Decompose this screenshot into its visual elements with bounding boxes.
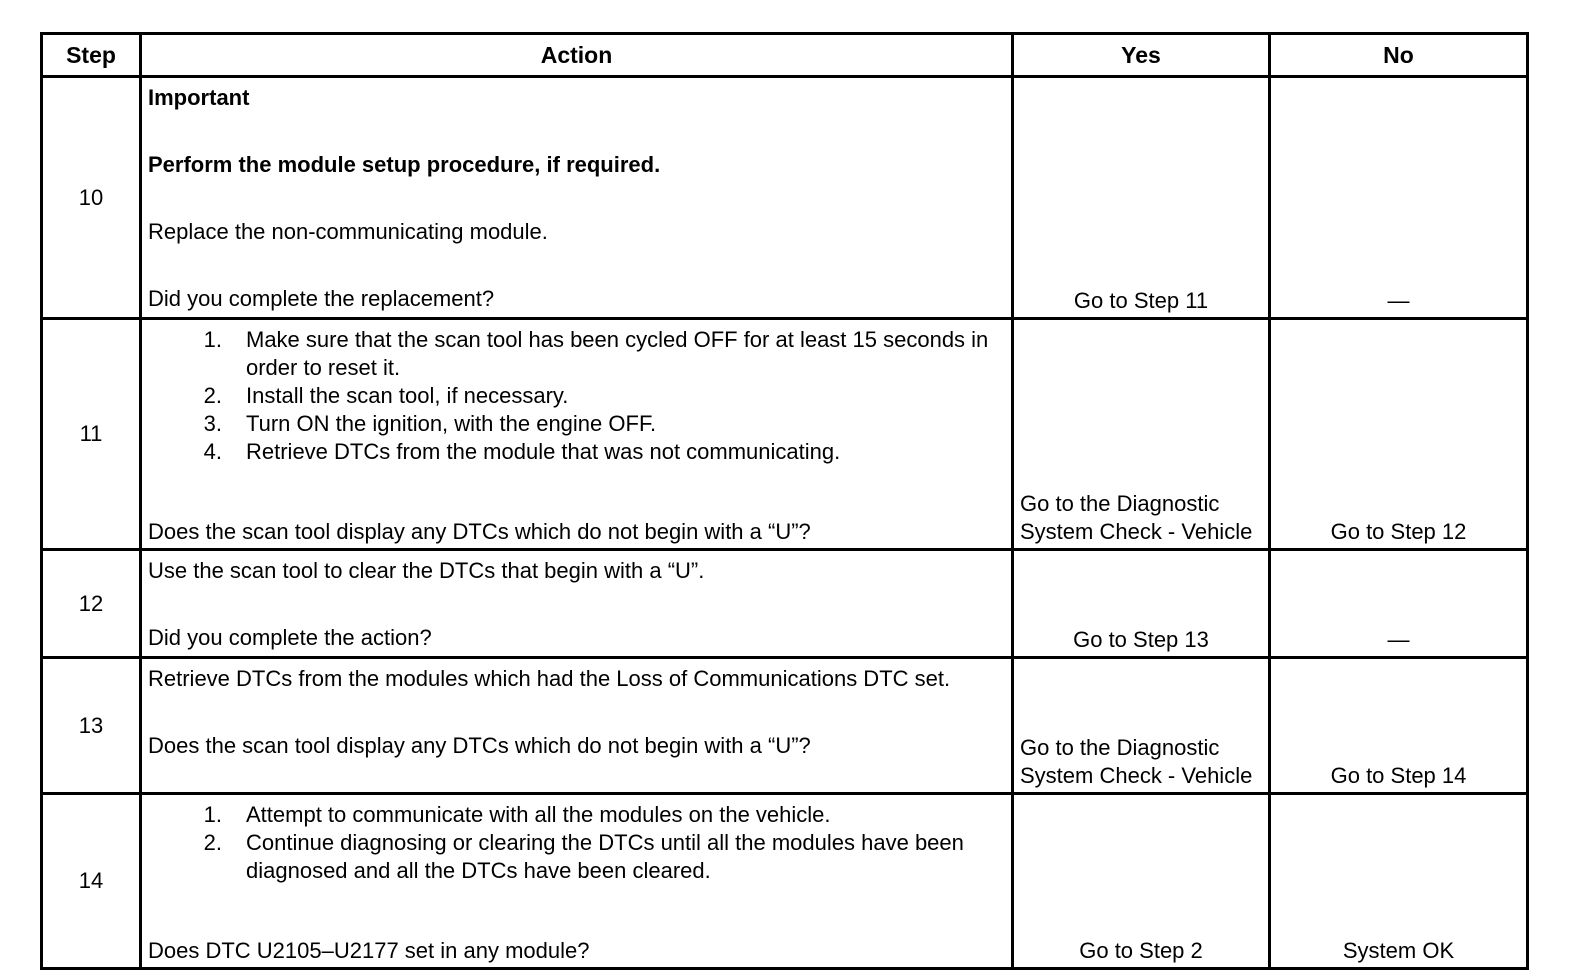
- table-row: [42, 319, 1528, 550]
- header-no: No: [1270, 34, 1528, 77]
- action-instruction: Retrieve DTCs from the modules which had the Loss of Communications DTC set.: [148, 666, 951, 691]
- no-cell: —: [1270, 77, 1528, 319]
- list-item: [148, 410, 1005, 438]
- step-number: 12: [42, 550, 141, 658]
- list-item: [148, 438, 1005, 466]
- yes-cell: Go to Step 13: [1013, 550, 1270, 658]
- action-cell: [141, 794, 1013, 969]
- header-step: Step: [42, 34, 141, 77]
- header-row: [42, 34, 1528, 77]
- list-text: Continue diagnosing or clearing the DTCs until all the modules have been diagnosed and all the DTCs have been cleared.: [246, 830, 964, 883]
- no-cell: System OK: [1270, 794, 1528, 969]
- step-number: 13: [42, 658, 141, 794]
- numbered-list: [148, 326, 1005, 466]
- no-cell: —: [1270, 550, 1528, 658]
- action-cell: [141, 77, 1013, 319]
- diagnostic-table: [40, 32, 1529, 970]
- important-label: Important: [148, 85, 250, 110]
- list-number: 4.: [203, 439, 222, 464]
- action-question: Does the scan tool display any DTCs which do not begin with a “U”?: [148, 733, 811, 758]
- list-item: [148, 829, 1005, 885]
- step-number: 11: [42, 319, 141, 550]
- list-number: 1.: [203, 802, 222, 827]
- list-text: Make sure that the scan tool has been cycled OFF for at least 15 seconds in order to reset it.: [246, 327, 989, 380]
- list-number: 3.: [203, 411, 222, 436]
- action-question: Did you complete the action?: [148, 625, 432, 650]
- list-text: Turn ON the ignition, with the engine OFF.: [246, 411, 657, 436]
- action-cell: [141, 319, 1013, 550]
- list-text: Install the scan tool, if necessary.: [246, 383, 569, 408]
- action-cell: [141, 550, 1013, 658]
- list-item: [148, 801, 1005, 829]
- yes-cell: Go to Step 11: [1013, 77, 1270, 319]
- action-instruction: Use the scan tool to clear the DTCs that begin with a “U”.: [148, 558, 705, 583]
- yes-cell: Go to Step 2: [1013, 794, 1270, 969]
- numbered-list: [148, 801, 1005, 885]
- table-row: [42, 794, 1528, 969]
- list-number: 2.: [203, 383, 222, 408]
- action-question: Does DTC U2105–U2177 set in any module?: [148, 938, 590, 963]
- header-action: Action: [141, 34, 1013, 77]
- list-text: Attempt to communicate with all the modules on the vehicle.: [246, 802, 831, 827]
- list-text: Retrieve DTCs from the module that was not communicating.: [246, 439, 841, 464]
- table-row: [42, 77, 1528, 319]
- action-question: Did you complete the replacement?: [148, 286, 495, 311]
- action-instruction: Replace the non-communicating module.: [148, 219, 548, 244]
- important-note: Perform the module setup procedure, if required.: [148, 152, 661, 177]
- step-number: 14: [42, 794, 141, 969]
- action-question: Does the scan tool display any DTCs which do not begin with a “U”?: [148, 519, 811, 544]
- list-item: [148, 382, 1005, 410]
- no-cell: Go to Step 12: [1270, 319, 1528, 550]
- no-cell: Go to Step 14: [1270, 658, 1528, 794]
- list-number: 1.: [203, 327, 222, 352]
- list-item: [148, 326, 1005, 382]
- yes-cell: Go to the Diagnostic System Check - Vehicle: [1013, 658, 1270, 794]
- list-number: 2.: [203, 830, 222, 855]
- action-cell: [141, 658, 1013, 794]
- yes-cell: Go to the Diagnostic System Check - Vehicle: [1013, 319, 1270, 550]
- table-row: [42, 550, 1528, 658]
- table-row: [42, 658, 1528, 794]
- header-yes: Yes: [1013, 34, 1270, 77]
- step-number: 10: [42, 77, 141, 319]
